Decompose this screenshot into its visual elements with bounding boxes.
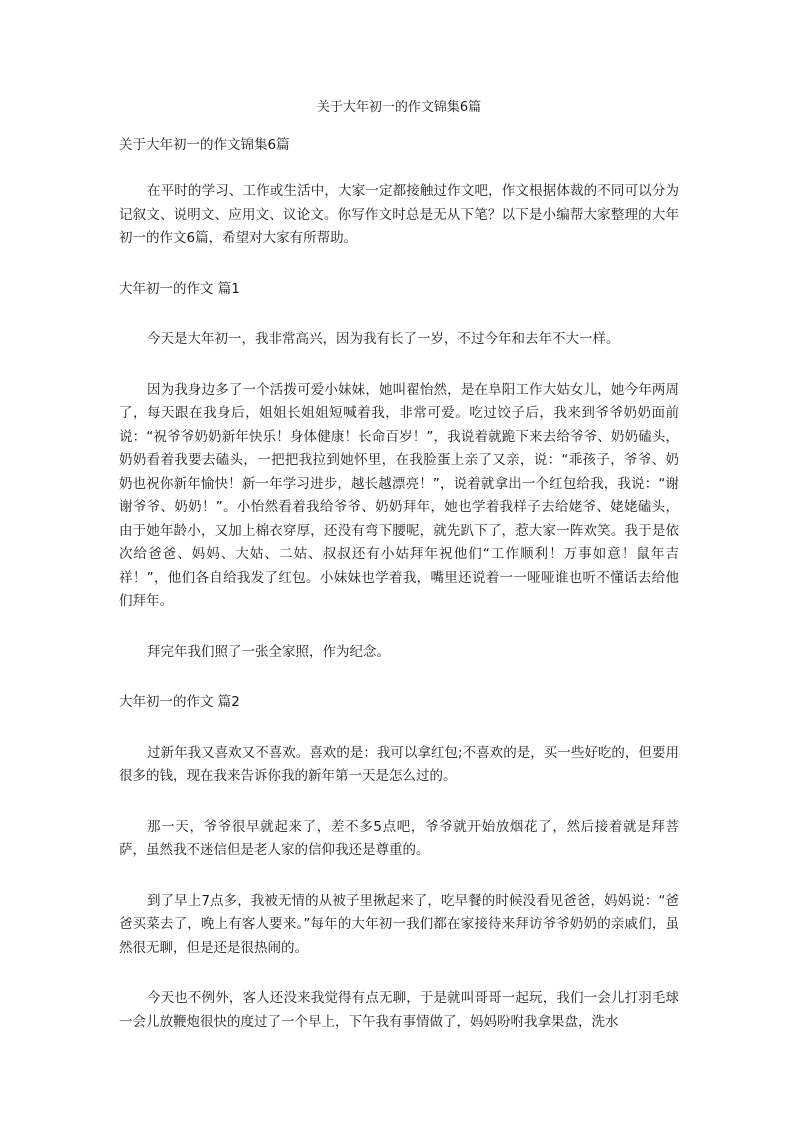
section-heading-1: 大年初一的作文 篇1 xyxy=(119,280,240,297)
document-title: 关于大年初一的作文锦集6篇 xyxy=(316,100,482,115)
section-2-paragraph: 今天也不例外，客人还没来我觉得有点无聊，于是就叫哥哥一起玩，我们一会儿打羽毛球一会儿放鞭炮很快的度过了一个早上，下午我有事情做了，妈妈吩咐我拿果盘，洗水 xyxy=(119,990,679,1030)
document-body xyxy=(119,180,679,1061)
section-2-paragraph: 那一天，爷爷很早就起来了，差不多5点吧，爷爷就开始放烟花了，然后接着就是拜菩萨，虽然我不迷信但是老人家的信仰我还是尊重的。 xyxy=(119,818,679,858)
section-1-paragraph: 今天是大年初一，我非常高兴，因为我有长了一岁，不过今年和去年不大一样。 xyxy=(147,331,620,347)
section-1-paragraph: 拜完年我们照了一张全家照，作为纪念。 xyxy=(147,643,390,660)
section-1-paragraph: 因为我身边多了一个活拨可爱小妹妹，她叫翟怡然，是在阜阳工作大姑女儿，她今年两周了，每天跟在我身后，姐姐长姐姐短喊着我，非常可爱。吃过饺子后，我来到爷爷奶奶面前说：“祝爷爷奶奶新年快乐！身体健康！长命百岁！”，我说着就跪下来去给爷爷、奶奶磕头，奶奶看着我要去磕头，一把把我拉到她怀里，在我脸蛋上亲了又亲，说：“乖孩子，爷爷、奶奶也祝你新年愉快！新一年学习进步，越长越漂亮！”，说着就拿出一个红包给我，我说：“谢谢爷爷、奶奶！”。小怡然看着我给爷爷、奶奶拜年，她也学着我样子去给姥爷、姥姥磕头，由于她年龄小，又加上棉衣穿厚，还没有弯下腰呢，就先趴下了，惹大家一阵欢笑。我于是依次给爸爸、妈妈、大姑、二姑、叔叔还有小姑拜年祝他们“工作顺利！万事如意！鼠年吉祥！”，他们各自给我发了红包。小妹妹也学着我，嘴里还说着一一哑哑谁也听不懂话去给他们拜年。 xyxy=(119,381,679,609)
intro-paragraph: 在平时的学习、工作或生活中，大家一定都接触过作文吧，作文根据体裁的不同可以分为记叙文、说明文、应用文、议论文。你写作文时总是无从下笔？以下是小编帮大家整理的大年初一的作文6篇，希望对大家有所帮助。 xyxy=(119,183,679,246)
section-heading-2: 大年初一的作文 篇2 xyxy=(119,694,240,710)
document-subtitle: 关于大年初一的作文锦集6篇 xyxy=(119,137,290,153)
section-2-paragraph: 到了早上7点多，我被无情的从被子里揪起来了，吃早餐的时候没看见爸爸，妈妈说：“爸爸买菜去了，晚上有客人要来。”每年的大年初一我们都在家接待来拜访爷爷奶奶的亲戚们，虽然很无聊，但是还是很热闹的。 xyxy=(119,892,679,956)
section-2-paragraph: 过新年我又喜欢又不喜欢。喜欢的是：我可以拿红包;不喜欢的是，买一些好吃的，但要用很多的钱，现在我来告诉你我的新年第一天是怎么过的。 xyxy=(119,744,679,784)
